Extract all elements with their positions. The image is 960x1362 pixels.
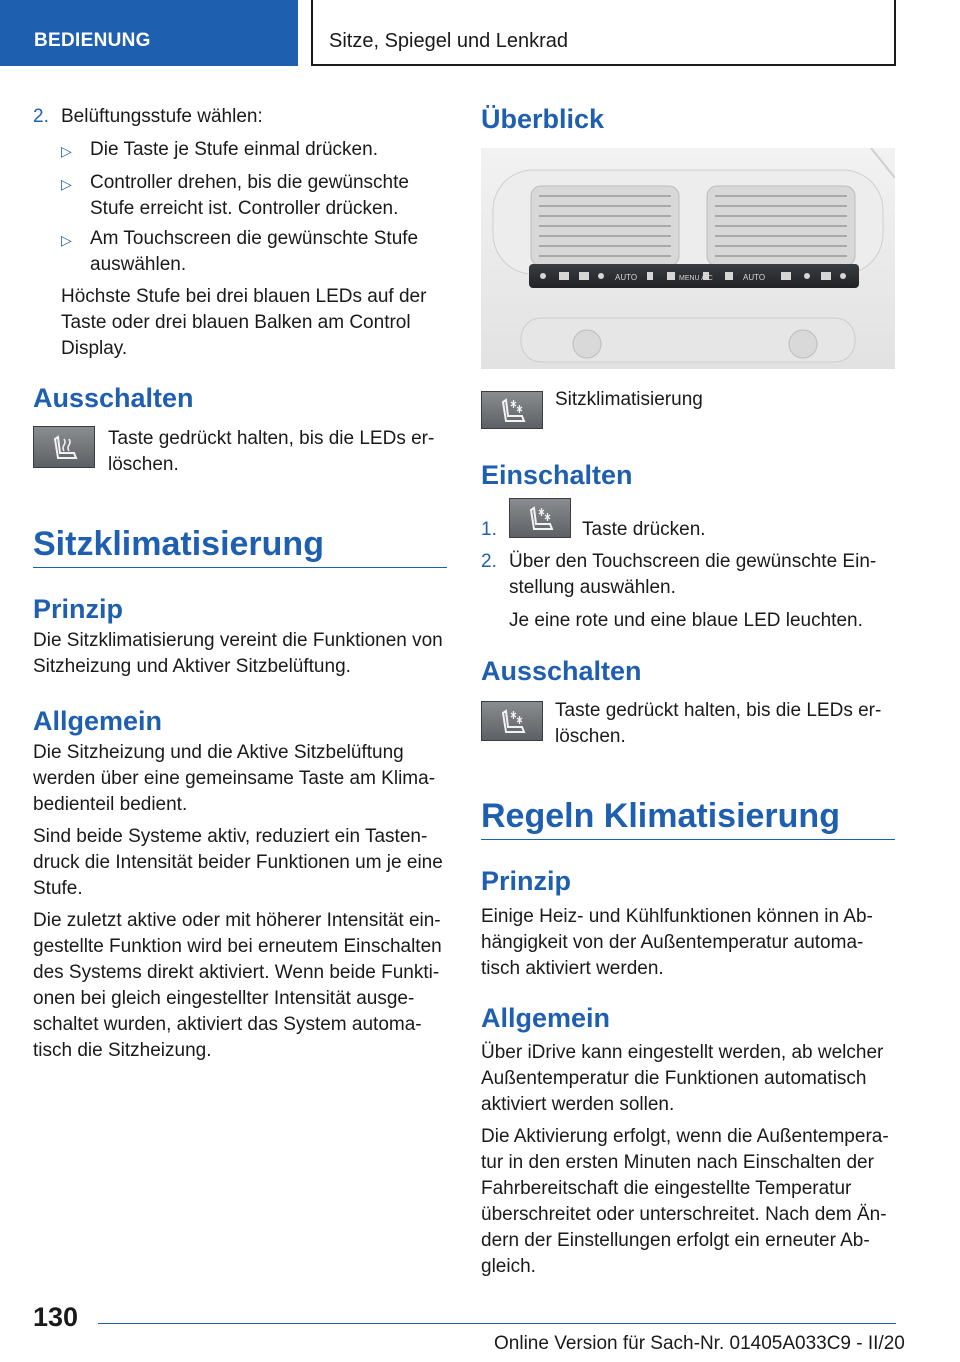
paragraph-line: tur in den ersten Minuten nach Einschalten der	[481, 1152, 874, 1173]
bullet-item: Controller drehen, bis die gewünschte	[90, 172, 409, 193]
paragraph-line: Die zuletzt aktive oder mit höherer Intensität ein-	[33, 910, 441, 931]
heading-ausschalten: Ausschalten	[481, 656, 642, 686]
heading-allgemein: Allgemein	[33, 706, 163, 736]
online-version-note: Online Version für Sach-Nr. 01405A033C9 - II/20	[494, 1333, 905, 1354]
panel-label: AUTO	[743, 273, 766, 282]
heading-prinzip: Prinzip	[481, 866, 572, 896]
chapter-title: Sitze, Spiegel und Lenkrad	[329, 30, 569, 52]
icon-caption: Sitzklimatisierung	[555, 389, 703, 410]
section-title: BEDIENUNG	[34, 30, 151, 51]
paragraph-line: Die Sitzheizung und die Aktive Sitzbelüftung	[33, 742, 404, 763]
seat-ventilation-button-icon	[481, 701, 543, 741]
paragraph-line: des Systems direkt aktiviert. Wenn beide Funkti-	[33, 962, 440, 983]
step-note: Je eine rote und eine blaue LED leuchten.	[509, 610, 863, 631]
bullet-marker: ▷	[61, 143, 72, 159]
paragraph-line: werden über eine gemeinsame Taste am Klima-	[33, 768, 436, 789]
step-text: Taste drücken.	[582, 519, 706, 540]
bullet-item-cont: auswählen.	[90, 254, 187, 275]
note-line: Display.	[61, 338, 128, 359]
step-text: Über den Touchscreen die gewünschte Ein-	[509, 551, 877, 572]
heading-einschalten: Einschalten	[481, 460, 633, 490]
heading-ueberblick: Überblick	[481, 104, 605, 134]
seat-ventilation-button-icon	[509, 498, 571, 538]
paragraph-line: Sind beide Systeme aktiv, reduziert ein Tasten-	[33, 826, 428, 847]
panel-label: MENU A/C	[679, 275, 713, 282]
paragraph-line: hängigkeit von der Außentemperatur automa-	[481, 932, 864, 953]
paragraph-line: schaltet wurden, aktiviert das System automa-	[33, 1014, 422, 1035]
seat-heating-button-icon	[33, 426, 95, 468]
off-text-cont: löschen.	[108, 454, 179, 475]
paragraph-line: tisch die Sitzheizung.	[33, 1040, 212, 1061]
step-number: 2.	[33, 106, 49, 127]
heading-ausschalten: Ausschalten	[33, 383, 194, 413]
off-text: Taste gedrückt halten, bis die LEDs er-	[555, 700, 882, 721]
bullet-item: Am Touchscreen die gewünschte Stufe	[90, 228, 419, 249]
note-line: Höchste Stufe bei drei blauen LEDs auf der	[61, 286, 427, 307]
page-number: 130	[33, 1302, 79, 1332]
heading-rule	[33, 567, 447, 568]
heading-sitzklimatisierung: Sitzklimatisierung	[33, 525, 324, 563]
paragraph-line: aktiviert werden sollen.	[481, 1094, 675, 1115]
heading-rule	[481, 839, 895, 840]
paragraph-line: dern der Einstellungen erfolgt ein erneuter Ab-	[481, 1230, 870, 1251]
paragraph-line: Außentemperatur die Funktionen automatisch	[481, 1068, 867, 1089]
paragraph-line: bedienteil bedient.	[33, 794, 188, 815]
off-text: Taste gedrückt halten, bis die LEDs er-	[108, 428, 435, 449]
paragraph-line: gestellte Funktion wird bei erneutem Einschalten	[33, 936, 442, 957]
paragraph-line: Die Aktivierung erfolgt, wenn die Außentempera-	[481, 1126, 889, 1147]
paragraph-line: überschreitet oder unterschreitet. Nach dem Än-	[481, 1204, 887, 1225]
panel-label: AUTO	[615, 273, 638, 282]
step-text: Belüftungsstufe wählen:	[61, 106, 263, 127]
footer-rule	[98, 1323, 896, 1324]
note-line: Taste oder drei blauen Balken am Control	[61, 312, 411, 333]
paragraph-line: Die Sitzklimatisierung vereint die Funktionen von	[33, 630, 443, 651]
paragraph-line: Einige Heiz- und Kühlfunktionen können in Ab-	[481, 906, 873, 927]
section-tab	[0, 0, 298, 66]
bullet-item-cont: Stufe erreicht ist. Controller drücken.	[90, 198, 399, 219]
step-text-cont: stellung auswählen.	[509, 577, 676, 598]
bullet-marker: ▷	[61, 176, 72, 192]
paragraph-line: Über iDrive kann eingestellt werden, ab welcher	[481, 1042, 884, 1063]
heading-regeln-klimatisierung: Regeln Klimatisierung	[481, 797, 840, 835]
paragraph-line: onen bei gleich eingestellter Intensität ausge-	[33, 988, 415, 1009]
step-number: 2.	[481, 551, 497, 572]
paragraph-line: gleich.	[481, 1256, 536, 1277]
paragraph-line: Stufe.	[33, 878, 83, 899]
off-text-cont: löschen.	[555, 726, 626, 747]
chapter-tab	[311, 0, 896, 66]
heading-prinzip: Prinzip	[33, 594, 124, 624]
step-number: 1.	[481, 519, 497, 540]
paragraph-line: druck die Intensität beider Funktionen um je eine	[33, 852, 443, 873]
bullet-item: Die Taste je Stufe einmal drücken.	[90, 139, 378, 160]
heading-allgemein: Allgemein	[481, 1003, 611, 1033]
climate-panel-photo	[481, 148, 895, 369]
paragraph-line: Fahrbereitschaft die eingestellte Temperatur	[481, 1178, 852, 1199]
bullet-marker: ▷	[61, 232, 72, 248]
paragraph-line: tisch aktiviert werden.	[481, 958, 664, 979]
seat-ventilation-button-icon	[481, 391, 543, 429]
paragraph-line: Sitzheizung und Aktiver Sitzbelüftung.	[33, 656, 351, 677]
